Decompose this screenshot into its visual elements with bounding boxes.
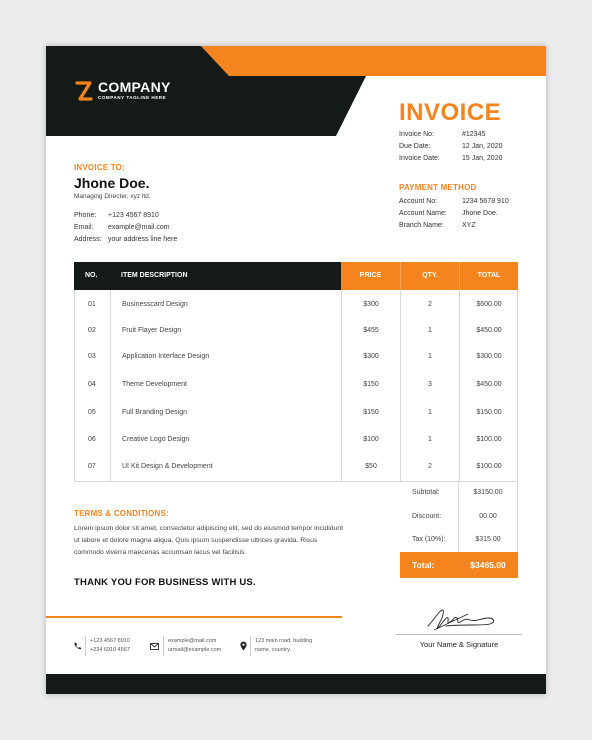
footer-address-line-1: 123 main road, building <box>255 638 313 644</box>
row-total: $100.00 <box>476 463 502 470</box>
invoice-no-label: Invoice No: <box>399 131 435 138</box>
table-row <box>75 406 519 420</box>
row-qty: 1 <box>428 327 432 334</box>
signature-label: Your Name & Signature <box>419 640 499 649</box>
invoice-page <box>46 46 546 694</box>
footer-address-line-2: name, country. <box>255 646 291 653</box>
row-price: $455 <box>363 327 379 334</box>
subtotal-value: $3150.00 <box>473 489 503 496</box>
thank-you-note: THANK YOU FOR BUSINESS WITH US. <box>74 577 256 588</box>
row-description: Theme Development <box>122 381 187 388</box>
subtotal-label: Subtotal: <box>412 489 440 496</box>
footer-separator <box>85 636 86 656</box>
footer-phones <box>90 637 130 654</box>
tax-value: $315.00 <box>475 536 501 543</box>
invoice-date-value: 15 Jan, 2020 <box>462 155 503 162</box>
invoice-title: INVOICE <box>399 99 502 126</box>
account-no-label: Account No: <box>399 198 438 205</box>
row-price: $300 <box>363 353 379 360</box>
address-value: your address line here <box>108 236 178 243</box>
row-price: $150 <box>363 381 379 388</box>
company-name: COMPANY <box>98 79 171 95</box>
email-icon <box>150 643 159 650</box>
table-row <box>75 298 519 312</box>
grand-total-label: Total: <box>412 560 435 570</box>
footer-address <box>255 637 312 654</box>
row-total: $150.00 <box>476 409 502 416</box>
row-price: $50 <box>365 463 377 470</box>
account-no-value: 1234 5678 910 <box>462 198 509 205</box>
phone-label: Phone: <box>74 212 97 219</box>
row-description: Businesscard Design <box>122 301 188 308</box>
row-qty: 2 <box>428 463 432 470</box>
tax-label: Tax (10%): <box>412 536 446 543</box>
row-price: $100 <box>363 436 379 443</box>
discount-value: 00.00 <box>479 513 497 520</box>
table-row <box>75 460 519 474</box>
header-total: TOTAL <box>459 262 518 290</box>
branch-name-value: XYZ <box>462 222 476 229</box>
footer-email-1: example@mail.com <box>168 638 217 644</box>
header-price: PRICE <box>341 262 400 290</box>
row-total: $450.00 <box>476 381 502 388</box>
footer-separator <box>163 636 164 656</box>
payment-method-heading: PAYMENT METHOD <box>399 183 477 192</box>
row-qty: 3 <box>428 381 432 388</box>
due-date-value: 12 Jan, 2020 <box>462 143 503 150</box>
row-no: 01 <box>88 301 96 308</box>
row-total: $100.00 <box>476 436 502 443</box>
footer-accent-line <box>46 616 342 618</box>
footer-emails <box>168 637 221 654</box>
row-no: 07 <box>88 463 96 470</box>
row-qty: 1 <box>428 409 432 416</box>
items-table-header <box>74 262 518 290</box>
row-price: $300 <box>363 301 379 308</box>
summary-box <box>400 482 518 552</box>
header-no: NO. <box>85 272 98 279</box>
client-role: Managing Directer, xyz ltd. <box>74 193 151 200</box>
table-row <box>75 324 519 338</box>
row-total: $450.00 <box>476 327 502 334</box>
phone-icon <box>73 642 81 650</box>
row-no: 02 <box>88 327 96 334</box>
due-date-label: Due Date: <box>399 143 431 150</box>
email-label: Email: <box>74 224 94 231</box>
table-row <box>75 433 519 447</box>
footer-separator <box>250 636 251 656</box>
terms-text: Lorem ipsum dolor sit amet, consectetur adipiscing elit, sed do eiusmod tempor incididunt ut labore et dolore magna aliqua. Quis ipsum suspendisse ultrices gravida. Risus commodo viverra maecenas accumsan lacus vel facilisis. <box>74 525 343 556</box>
footer-email-2: urmail@example.com <box>168 646 222 653</box>
row-description: Fruit Flayer Design <box>122 327 182 334</box>
footer-phone-1: +123 4567 8910 <box>90 638 130 644</box>
header-dark-cells <box>74 262 341 290</box>
row-no: 04 <box>88 381 96 388</box>
row-total: $600.00 <box>476 301 502 308</box>
row-qty: 1 <box>428 353 432 360</box>
client-name: Jhone Doe. <box>74 175 150 191</box>
company-logo-icon <box>74 80 94 102</box>
company-tagline: COMPANY TAGLINE HERE <box>98 95 167 100</box>
phone-value: +123 4567 8910 <box>108 212 159 219</box>
row-no: 05 <box>88 409 96 416</box>
invoice-date-label: Invoice Date: <box>399 155 440 162</box>
header-description: ITEM DESCRIPTION <box>121 272 188 279</box>
footer-dark-band <box>46 674 546 694</box>
grand-total-value: $3465.00 <box>470 560 506 570</box>
row-description: Application Interface Design <box>122 353 210 360</box>
items-table-body <box>74 290 518 482</box>
table-row <box>75 350 519 364</box>
row-no: 03 <box>88 353 96 360</box>
signature-line <box>396 634 522 635</box>
account-name-label: Account Name: <box>399 210 447 217</box>
account-name-value: Jhone Doe. <box>462 210 498 217</box>
address-label: Address: <box>74 236 102 243</box>
table-row <box>75 378 519 392</box>
row-qty: 1 <box>428 436 432 443</box>
row-description: UI Kit Design & Development <box>122 463 213 470</box>
invoice-no-value: #12345 <box>462 131 486 138</box>
row-total: $300.00 <box>476 353 502 360</box>
footer-phone-2: +234 6910 4567 <box>90 646 130 653</box>
terms-heading: TERMS & CONDITIONS: <box>74 509 169 518</box>
row-description: Full Branding Design <box>122 409 187 416</box>
row-no: 06 <box>88 436 96 443</box>
email-value: example@mail.com <box>108 224 170 231</box>
row-description: Creative Logo Design <box>122 436 190 443</box>
branch-name-label: Branch Name: <box>399 222 444 229</box>
discount-label: Discount: <box>412 513 442 520</box>
invoice-to-heading: INVOICE TO: <box>74 163 125 172</box>
location-icon <box>240 641 247 651</box>
grand-total-bar <box>400 552 518 578</box>
row-price: $150 <box>363 409 379 416</box>
row-qty: 2 <box>428 301 432 308</box>
signature-image <box>424 606 500 634</box>
header-qty: QTY. <box>400 262 459 290</box>
